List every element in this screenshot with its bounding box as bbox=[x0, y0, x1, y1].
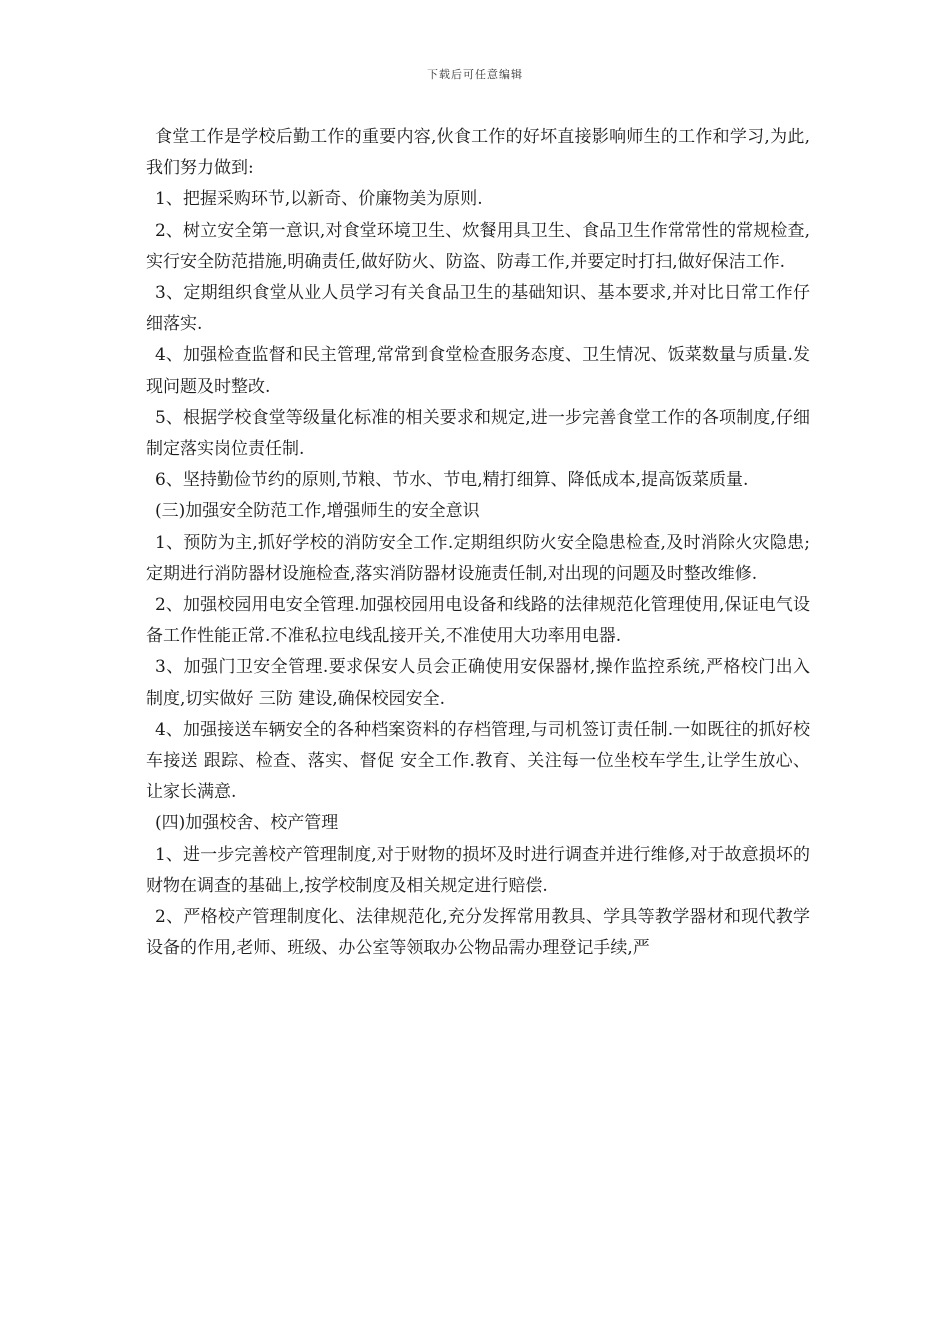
paragraph-item: 4、加强检查监督和民主管理,常常到食堂检查服务态度、卫生情况、饭菜数量与质量.发现问题及时整改. bbox=[146, 345, 810, 397]
paragraph-intro: 食堂工作是学校后勤工作的重要内容,伙食工作的好坏直接影响师生的工作和学习,为此,我们努力做到: bbox=[146, 127, 810, 179]
page-header-note: 下载后可任意编辑 bbox=[427, 68, 523, 81]
section-heading: (四)加强校舍、校产管理 bbox=[155, 813, 339, 834]
section-heading: (三)加强安全防范工作,增强师生的安全意识 bbox=[155, 501, 480, 522]
paragraph-item: 2、树立安全第一意识,对食堂环境卫生、炊餐用具卫生、食品卫生作常常性的常规检查,实行安全防范措施,明确责任,做好防火、防盗、防毒工作,并要定时打扫,做好保洁工作. bbox=[146, 220, 810, 272]
paragraph-item: 1、预防为主,抓好学校的消防安全工作.定期组织防火安全隐患检查,及时消除火灾隐患;定期进行消防器材设施检查,落实消防器材设施责任制,对出现的问题及时整改维修. bbox=[146, 532, 810, 584]
paragraph-item: 1、进一步完善校产管理制度,对于财物的损坏及时进行调查并进行维修,对于故意损坏的财物在调查的基础上,按学校制度及相关规定进行赔偿. bbox=[146, 844, 810, 896]
paragraph-item: 3、定期组织食堂从业人员学习有关食品卫生的基础知识、基本要求,并对比日常工作仔细落实. bbox=[146, 283, 810, 335]
document-body bbox=[146, 122, 810, 964]
paragraph-item: 4、加强接送车辆安全的各种档案资料的存档管理,与司机签订责任制.一如既往的抓好校车接送 跟踪、检查、落实、督促 安全工作.教育、关注每一位坐校车学生,让学生放心、让家长满意. bbox=[146, 719, 810, 803]
paragraph-item: 2、加强校园用电安全管理.加强校园用电设备和线路的法律规范化管理使用,保证电气设备工作性能正常.不准私拉电线乱接开关,不准使用大功率用电器. bbox=[146, 595, 810, 647]
paragraph-item: 5、根据学校食堂等级量化标准的相关要求和规定,进一步完善食堂工作的各项制度,仔细制定落实岗位责任制. bbox=[146, 407, 810, 460]
paragraph-item: 3、加强门卫安全管理.要求保安人员会正确使用安保器材,操作监控系统,严格校门出入制度,切实做好 三防 建设,确保校园安全. bbox=[146, 657, 810, 709]
paragraph-item: 2、严格校产管理制度化、法律规范化,充分发挥常用教具、学具等教学器材和现代教学设备的作用,老师、班级、办公室等领取办公物品需办理登记手续,严 bbox=[146, 907, 810, 959]
paragraph-item: 6、坚持勤俭节约的原则,节粮、节水、节电,精打细算、降低成本,提高饭菜质量. bbox=[155, 470, 749, 491]
paragraph-item: 1、把握采购环节,以新奇、价廉物美为原则. bbox=[155, 189, 483, 210]
